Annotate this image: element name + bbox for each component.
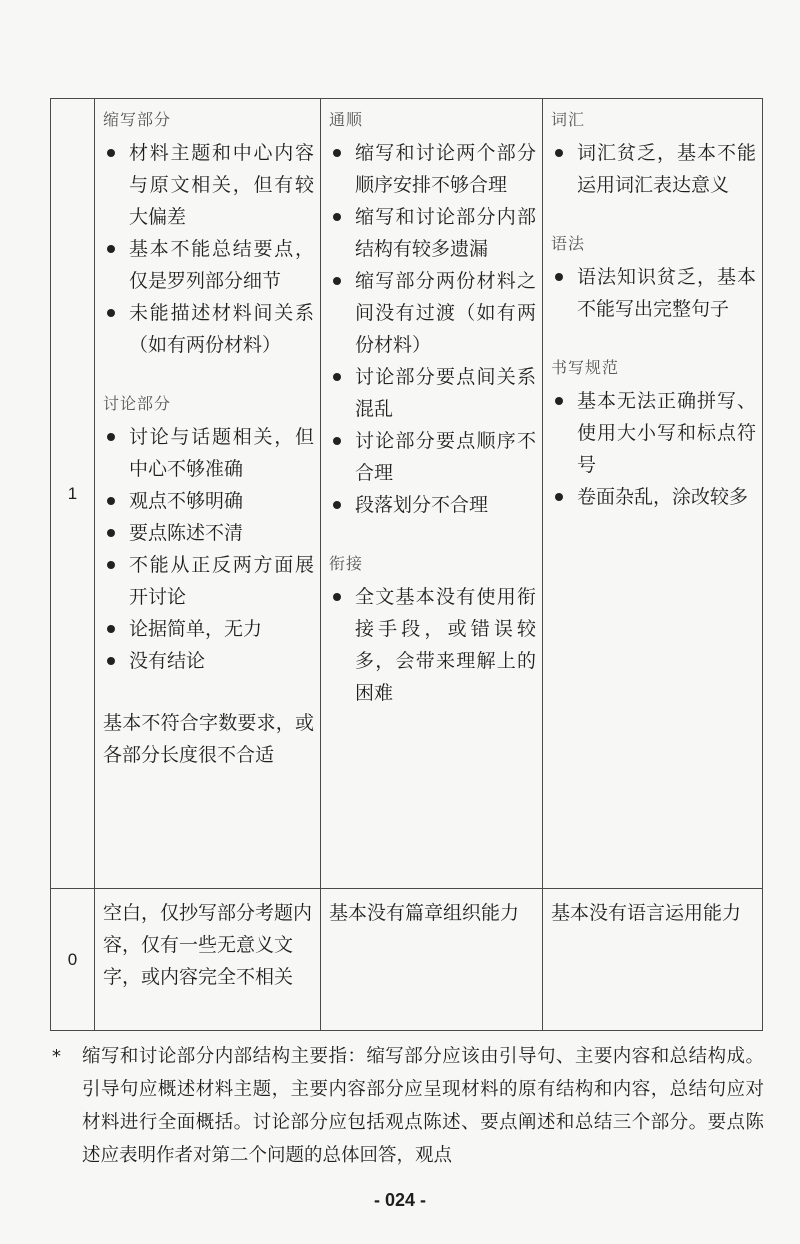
list-item: 要点陈述不清 xyxy=(103,517,314,549)
list-item: 卷面杂乱，涂改较多 xyxy=(551,481,756,513)
section-title: 衔接 xyxy=(329,554,364,573)
language-cell xyxy=(543,99,763,889)
content-cell xyxy=(95,99,321,889)
list-item: 观点不够明确 xyxy=(103,485,314,517)
footnote-marker: * xyxy=(52,1046,61,1067)
bullet-list xyxy=(329,581,536,709)
list-item: 词汇贫乏，基本不能运用词汇表达意义 xyxy=(551,137,756,201)
list-item: 语法知识贫乏，基本不能写出完整句子 xyxy=(551,261,756,325)
list-item: 缩写和讨论两个部分顺序安排不够合理 xyxy=(329,137,536,201)
list-item: 讨论与话题相关，但中心不够准确 xyxy=(103,421,314,485)
bullet-list xyxy=(103,137,314,361)
organization-cell xyxy=(321,99,543,889)
footnote xyxy=(52,1040,764,1172)
table-row xyxy=(51,99,763,889)
content-cell: 空白，仅抄写部分考题内容，仅有一些无意义文字，或内容完全不相关 xyxy=(95,889,321,1031)
bullet-list xyxy=(103,421,314,677)
list-item: 缩写和讨论部分内部结构有较多遗漏 xyxy=(329,201,536,265)
list-item: 讨论部分要点间关系混乱 xyxy=(329,361,536,425)
list-item: 全文基本没有使用衔接手段，或错误较多，会带来理解上的困难 xyxy=(329,581,536,709)
footnote-text: 缩写和讨论部分内部结构主要指：缩写部分应该由引导句、主要内容和总结构成。引导句应概述材料主题，主要内容部分应呈现材料的原有结构和内容，总结句应对材料进行全面概括。讨论部分应包括观点陈述、要点阐述和总结三个部分。要点陈述应表明作者对第二个问题的总体回答，观点 xyxy=(82,1046,764,1166)
list-item: 缩写部分两份材料之间没有过渡（如有两份材料） xyxy=(329,265,536,361)
list-item: 基本无法正确拼写、使用大小写和标点符号 xyxy=(551,385,756,481)
list-item: 未能描述材料间关系（如有两份材料） xyxy=(103,297,314,361)
bullet-list xyxy=(551,385,756,513)
list-item: 段落划分不合理 xyxy=(329,489,536,521)
organization-cell: 基本没有篇章组织能力 xyxy=(321,889,543,1031)
bullet-list xyxy=(551,137,756,201)
section-title: 通顺 xyxy=(329,110,364,129)
page-number: - 024 - xyxy=(373,1190,427,1210)
section-title: 缩写部分 xyxy=(103,110,172,129)
list-item: 不能从正反两方面展开讨论 xyxy=(103,549,314,613)
scoring-rubric-table xyxy=(50,98,763,1031)
section-title: 书写规范 xyxy=(551,358,620,377)
bullet-list xyxy=(551,261,756,325)
word-count-note: 基本不符合字数要求，或各部分长度很不合适 xyxy=(103,712,314,766)
list-item: 没有结论 xyxy=(103,645,314,677)
language-cell: 基本没有语言运用能力 xyxy=(543,889,763,1031)
bullet-list xyxy=(329,137,536,521)
list-item: 论据简单，无力 xyxy=(103,613,314,645)
list-item: 基本不能总结要点，仅是罗列部分细节 xyxy=(103,233,314,297)
list-item: 讨论部分要点顺序不合理 xyxy=(329,425,536,489)
score-cell: 0 xyxy=(51,889,95,1031)
section-title: 讨论部分 xyxy=(103,394,172,413)
score-cell: 1 xyxy=(51,99,95,889)
section-title: 词汇 xyxy=(551,110,586,129)
table-row xyxy=(51,889,763,1031)
section-title: 语法 xyxy=(551,234,586,253)
list-item: 材料主题和中心内容与原文相关，但有较大偏差 xyxy=(103,137,314,233)
